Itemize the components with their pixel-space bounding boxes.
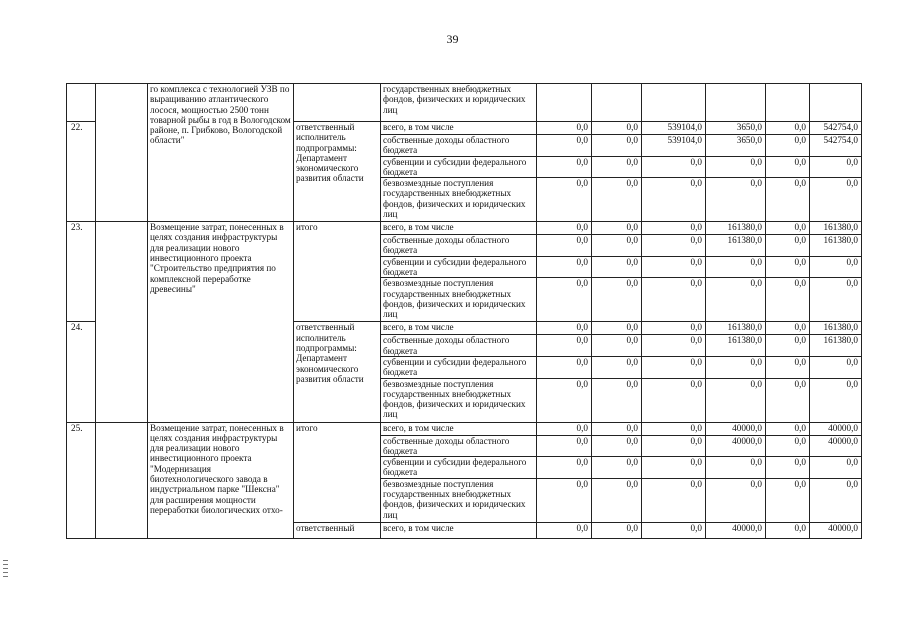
amount-cell: 0,0: [592, 222, 642, 235]
executor-cell: ответственный: [294, 522, 381, 538]
amount-cell: 0,0: [537, 178, 592, 222]
amount-cell: 0,0: [592, 478, 642, 522]
funding-source: всего, в том числе: [381, 522, 537, 538]
amount-cell: 0,0: [642, 478, 706, 522]
amount-cell: 0,0: [766, 322, 810, 335]
amount-cell: 0,0: [537, 122, 592, 135]
measure-name: Возмещение затрат, понесенных в целях создания инфраструктуры для реализации нового инвестиционного проекта "Модернизация биотехнологического завода в индустриальном парке "Шексна" для расширения мощности переработки биологических отхо-: [148, 422, 294, 538]
amount-cell: 0,0: [810, 278, 862, 322]
amount-cell: 0,0: [537, 457, 592, 479]
amount-cell: 0,0: [592, 522, 642, 538]
amount-cell: 0,0: [810, 478, 862, 522]
amount-cell: 0,0: [766, 122, 810, 135]
amount-cell: 0,0: [592, 435, 642, 457]
executor-cell: [294, 84, 381, 122]
amount-cell: 0,0: [766, 457, 810, 479]
amount-cell: 0,0: [592, 156, 642, 178]
amount-cell: 0,0: [537, 322, 592, 335]
amount-cell: 0,0: [810, 378, 862, 422]
amount-cell: 0,0: [537, 435, 592, 457]
amount-cell: 0,0: [537, 278, 592, 322]
amount-cell: [766, 84, 810, 122]
amount-cell: 3650,0: [706, 135, 766, 157]
executor-cell: ответственный исполнитель подпрограммы: Департамент экономического развития области: [294, 322, 381, 422]
funding-source: безвозмездные поступления государственных внебюджетных фондов, физических и юридических лиц: [381, 478, 537, 522]
amount-cell: 3650,0: [706, 122, 766, 135]
amount-cell: [810, 84, 862, 122]
amount-cell: 0,0: [766, 522, 810, 538]
measure-name: го комплекса с технологией УЗВ по выращиванию атлантического лосося, мощностью 2500 тонн товарной рыбы в год в Вологодском районе, п. Грибково, Вологодской области": [148, 84, 294, 222]
amount-cell: 161380,0: [706, 235, 766, 257]
amount-cell: 0,0: [537, 422, 592, 435]
amount-cell: 161380,0: [810, 222, 862, 235]
amount-cell: 0,0: [810, 178, 862, 222]
funding-source: собственные доходы областного бюджета: [381, 135, 537, 157]
funding-source: субвенции и субсидии федерального бюджета: [381, 457, 537, 479]
funding-source: всего, в том числе: [381, 222, 537, 235]
amount-cell: 0,0: [537, 522, 592, 538]
amount-cell: 0,0: [766, 356, 810, 378]
blank-column: [96, 422, 148, 538]
amount-cell: 0,0: [706, 378, 766, 422]
executor-cell: итого: [294, 422, 381, 522]
amount-cell: 0,0: [537, 256, 592, 278]
amount-cell: 0,0: [642, 156, 706, 178]
amount-cell: 0,0: [642, 335, 706, 357]
amount-cell: 0,0: [642, 256, 706, 278]
amount-cell: 0,0: [810, 156, 862, 178]
amount-cell: 0,0: [766, 278, 810, 322]
row-number: 22.: [67, 122, 96, 222]
amount-cell: 0,0: [810, 256, 862, 278]
amount-cell: 0,0: [766, 178, 810, 222]
amount-cell: [642, 84, 706, 122]
amount-cell: 0,0: [537, 478, 592, 522]
amount-cell: 0,0: [810, 356, 862, 378]
executor-cell: ответственный исполнитель подпрограммы: Департамент экономического развития области: [294, 122, 381, 222]
amount-cell: 539104,0: [642, 135, 706, 157]
amount-cell: 0,0: [592, 378, 642, 422]
row-number: [67, 84, 96, 122]
amount-cell: 161380,0: [706, 335, 766, 357]
blank-column: [96, 84, 148, 222]
amount-cell: 161380,0: [706, 222, 766, 235]
amount-cell: 0,0: [706, 478, 766, 522]
amount-cell: 40000,0: [810, 435, 862, 457]
funding-source: собственные доходы областного бюджета: [381, 235, 537, 257]
amount-cell: 161380,0: [810, 322, 862, 335]
amount-cell: 0,0: [810, 457, 862, 479]
amount-cell: 0,0: [642, 522, 706, 538]
row-number: 25.: [67, 422, 96, 538]
amount-cell: 0,0: [537, 378, 592, 422]
amount-cell: 0,0: [766, 335, 810, 357]
amount-cell: [537, 84, 592, 122]
amount-cell: 0,0: [766, 422, 810, 435]
amount-cell: 0,0: [537, 135, 592, 157]
amount-cell: 0,0: [706, 356, 766, 378]
funding-source: субвенции и субсидии федерального бюджета: [381, 256, 537, 278]
amount-cell: 0,0: [592, 422, 642, 435]
executor-cell: итого: [294, 222, 381, 322]
amount-cell: 40000,0: [706, 522, 766, 538]
amount-cell: 161380,0: [810, 335, 862, 357]
table-row: [67, 84, 862, 122]
amount-cell: 0,0: [766, 256, 810, 278]
amount-cell: 0,0: [706, 156, 766, 178]
funding-source: всего, в том числе: [381, 122, 537, 135]
blank-column: [96, 222, 148, 422]
amount-cell: 0,0: [766, 135, 810, 157]
amount-cell: 40000,0: [810, 522, 862, 538]
amount-cell: 0,0: [537, 235, 592, 257]
amount-cell: 0,0: [592, 135, 642, 157]
amount-cell: 0,0: [766, 478, 810, 522]
amount-cell: 161380,0: [810, 235, 862, 257]
amount-cell: 0,0: [537, 156, 592, 178]
amount-cell: 0,0: [642, 322, 706, 335]
funding-source: безвозмездные поступления государственных внебюджетных фондов, физических и юридических лиц: [381, 378, 537, 422]
page-number: 39: [446, 32, 459, 46]
budget-table: [66, 83, 862, 539]
amount-cell: [592, 84, 642, 122]
funding-source: субвенции и субсидии федерального бюджета: [381, 156, 537, 178]
amount-cell: 0,0: [592, 457, 642, 479]
amount-cell: 0,0: [642, 378, 706, 422]
amount-cell: 0,0: [537, 335, 592, 357]
funding-source: собственные доходы областного бюджета: [381, 435, 537, 457]
table-row: [67, 222, 862, 235]
amount-cell: 0,0: [592, 356, 642, 378]
amount-cell: 0,0: [766, 156, 810, 178]
margin-marks: [3, 560, 8, 580]
amount-cell: 0,0: [592, 278, 642, 322]
funding-source: субвенции и субсидии федерального бюджета: [381, 356, 537, 378]
amount-cell: 0,0: [592, 322, 642, 335]
amount-cell: 40000,0: [706, 422, 766, 435]
amount-cell: 40000,0: [810, 422, 862, 435]
amount-cell: 0,0: [642, 435, 706, 457]
funding-source: государственных внебюджетных фондов, физических и юридических лиц: [381, 84, 537, 122]
amount-cell: 0,0: [592, 256, 642, 278]
amount-cell: 0,0: [642, 178, 706, 222]
amount-cell: 0,0: [642, 422, 706, 435]
amount-cell: 0,0: [706, 457, 766, 479]
amount-cell: 0,0: [766, 435, 810, 457]
amount-cell: 0,0: [766, 235, 810, 257]
funding-source: всего, в том числе: [381, 322, 537, 335]
funding-source: всего, в том числе: [381, 422, 537, 435]
amount-cell: 0,0: [706, 256, 766, 278]
amount-cell: 0,0: [592, 335, 642, 357]
amount-cell: 0,0: [642, 278, 706, 322]
amount-cell: 0,0: [537, 222, 592, 235]
amount-cell: 542754,0: [810, 122, 862, 135]
row-number: 23.: [67, 222, 96, 322]
amount-cell: 0,0: [592, 235, 642, 257]
amount-cell: 0,0: [642, 457, 706, 479]
amount-cell: 0,0: [766, 222, 810, 235]
row-number: 24.: [67, 322, 96, 422]
amount-cell: [706, 84, 766, 122]
table-row: [67, 422, 862, 435]
amount-cell: 40000,0: [706, 435, 766, 457]
measure-name: Возмещение затрат, понесенных в целях создания инфраструктуры для реализации нового инвестиционного проекта "Строительство предприятия по комплексной переработке древесины": [148, 222, 294, 422]
amount-cell: 0,0: [706, 278, 766, 322]
amount-cell: 0,0: [592, 122, 642, 135]
amount-cell: 0,0: [706, 178, 766, 222]
funding-source: безвозмездные поступления государственных внебюджетных фондов, физических и юридических лиц: [381, 178, 537, 222]
amount-cell: 0,0: [642, 235, 706, 257]
amount-cell: 0,0: [766, 378, 810, 422]
amount-cell: 0,0: [592, 178, 642, 222]
amount-cell: 0,0: [537, 356, 592, 378]
amount-cell: 0,0: [642, 356, 706, 378]
amount-cell: 161380,0: [706, 322, 766, 335]
amount-cell: 539104,0: [642, 122, 706, 135]
amount-cell: 0,0: [642, 222, 706, 235]
amount-cell: 542754,0: [810, 135, 862, 157]
funding-source: собственные доходы областного бюджета: [381, 335, 537, 357]
funding-source: безвозмездные поступления государственных внебюджетных фондов, физических и юридических лиц: [381, 278, 537, 322]
